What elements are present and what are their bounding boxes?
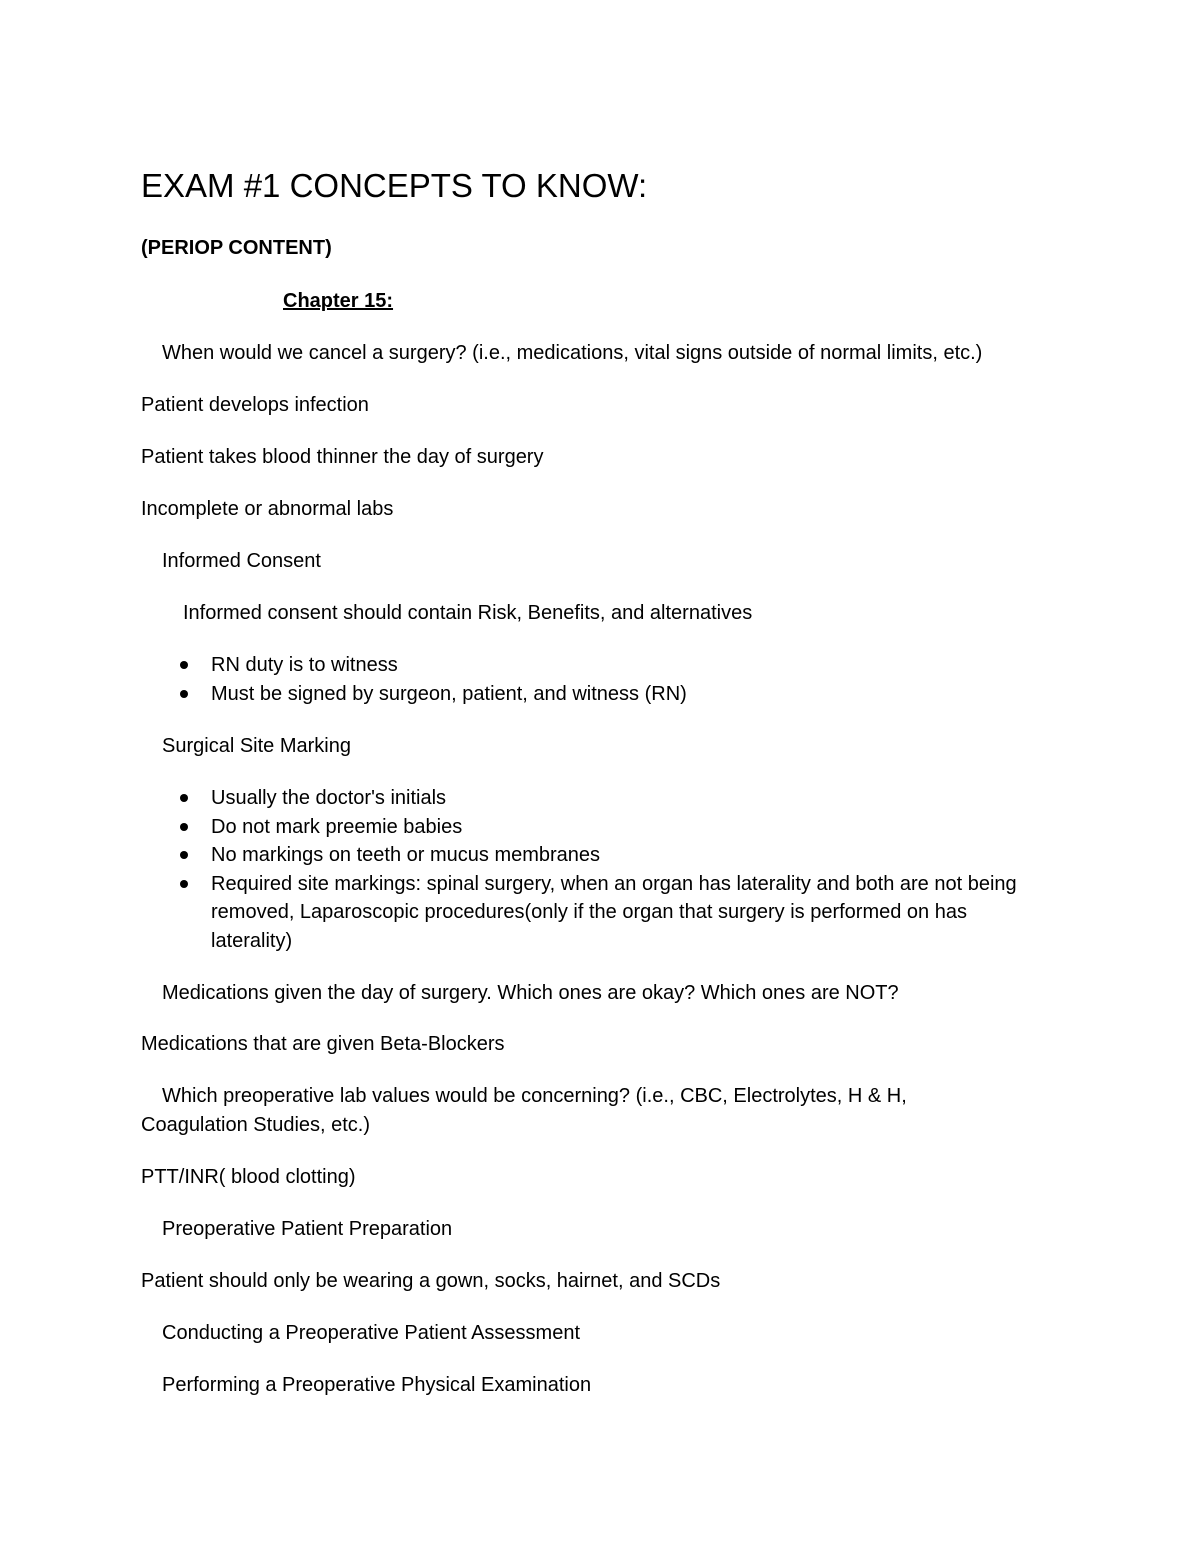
lab-values-question: Which preoperative lab values would be concerning? (i.e., CBC, Electrolytes, H & H, Coagulation Studies, etc.) — [141, 1085, 907, 1136]
informed-consent-heading: Informed Consent — [162, 550, 321, 572]
chapter-heading: Chapter 15: — [283, 290, 394, 312]
assessment-heading: Conducting a Preoperative Patient Assessment — [162, 1322, 581, 1344]
list-item: Required site markings: spinal surgery, when an organ has laterality and both are not being removed, Laparoscopic procedures(only if the organ that surgery is performed on has laterality) — [180, 870, 1051, 956]
bullet-icon — [180, 661, 188, 669]
marking-bullet-list — [180, 784, 1051, 955]
list-item: Usually the doctor's initials — [180, 784, 1051, 813]
preparation-heading: Preoperative Patient Preparation — [162, 1218, 453, 1240]
bullet-icon — [180, 880, 188, 888]
list-item: Do not mark preemie babies — [180, 813, 1051, 842]
answer-gown: Patient should only be wearing a gown, socks, hairnet, and SCDs — [141, 1270, 721, 1292]
bullet-icon — [180, 794, 188, 802]
cancel-surgery-question: When would we cancel a surgery? (i.e., medications, vital signs outside of normal limits, etc.) — [162, 342, 983, 364]
list-item: No markings on teeth or mucus membranes — [180, 841, 1051, 870]
physical-exam-heading: Performing a Preoperative Physical Examination — [162, 1374, 592, 1396]
bullet-icon — [180, 823, 188, 831]
site-marking-heading: Surgical Site Marking — [162, 735, 351, 757]
section-subtitle: (PERIOP CONTENT) — [141, 237, 332, 259]
answer-beta-blockers: Medications that are given Beta-Blockers — [141, 1033, 505, 1055]
page-title: EXAM #1 CONCEPTS TO KNOW: — [141, 167, 648, 204]
consent-bullet-list — [180, 651, 1051, 708]
answer-ptt-inr: PTT/INR( blood clotting) — [141, 1166, 356, 1188]
bullet-icon — [180, 690, 188, 698]
answer-labs: Incomplete or abnormal labs — [141, 498, 394, 520]
list-item: RN duty is to witness — [180, 651, 1051, 680]
medications-day-question: Medications given the day of surgery. Which ones are okay? Which ones are NOT? — [162, 982, 899, 1004]
list-item: Must be signed by surgeon, patient, and witness (RN) — [180, 680, 1051, 709]
bullet-icon — [180, 851, 188, 859]
consent-content-line: Informed consent should contain Risk, Benefits, and alternatives — [183, 602, 753, 624]
answer-blood-thinner: Patient takes blood thinner the day of surgery — [141, 446, 544, 468]
answer-infection: Patient develops infection — [141, 394, 369, 416]
